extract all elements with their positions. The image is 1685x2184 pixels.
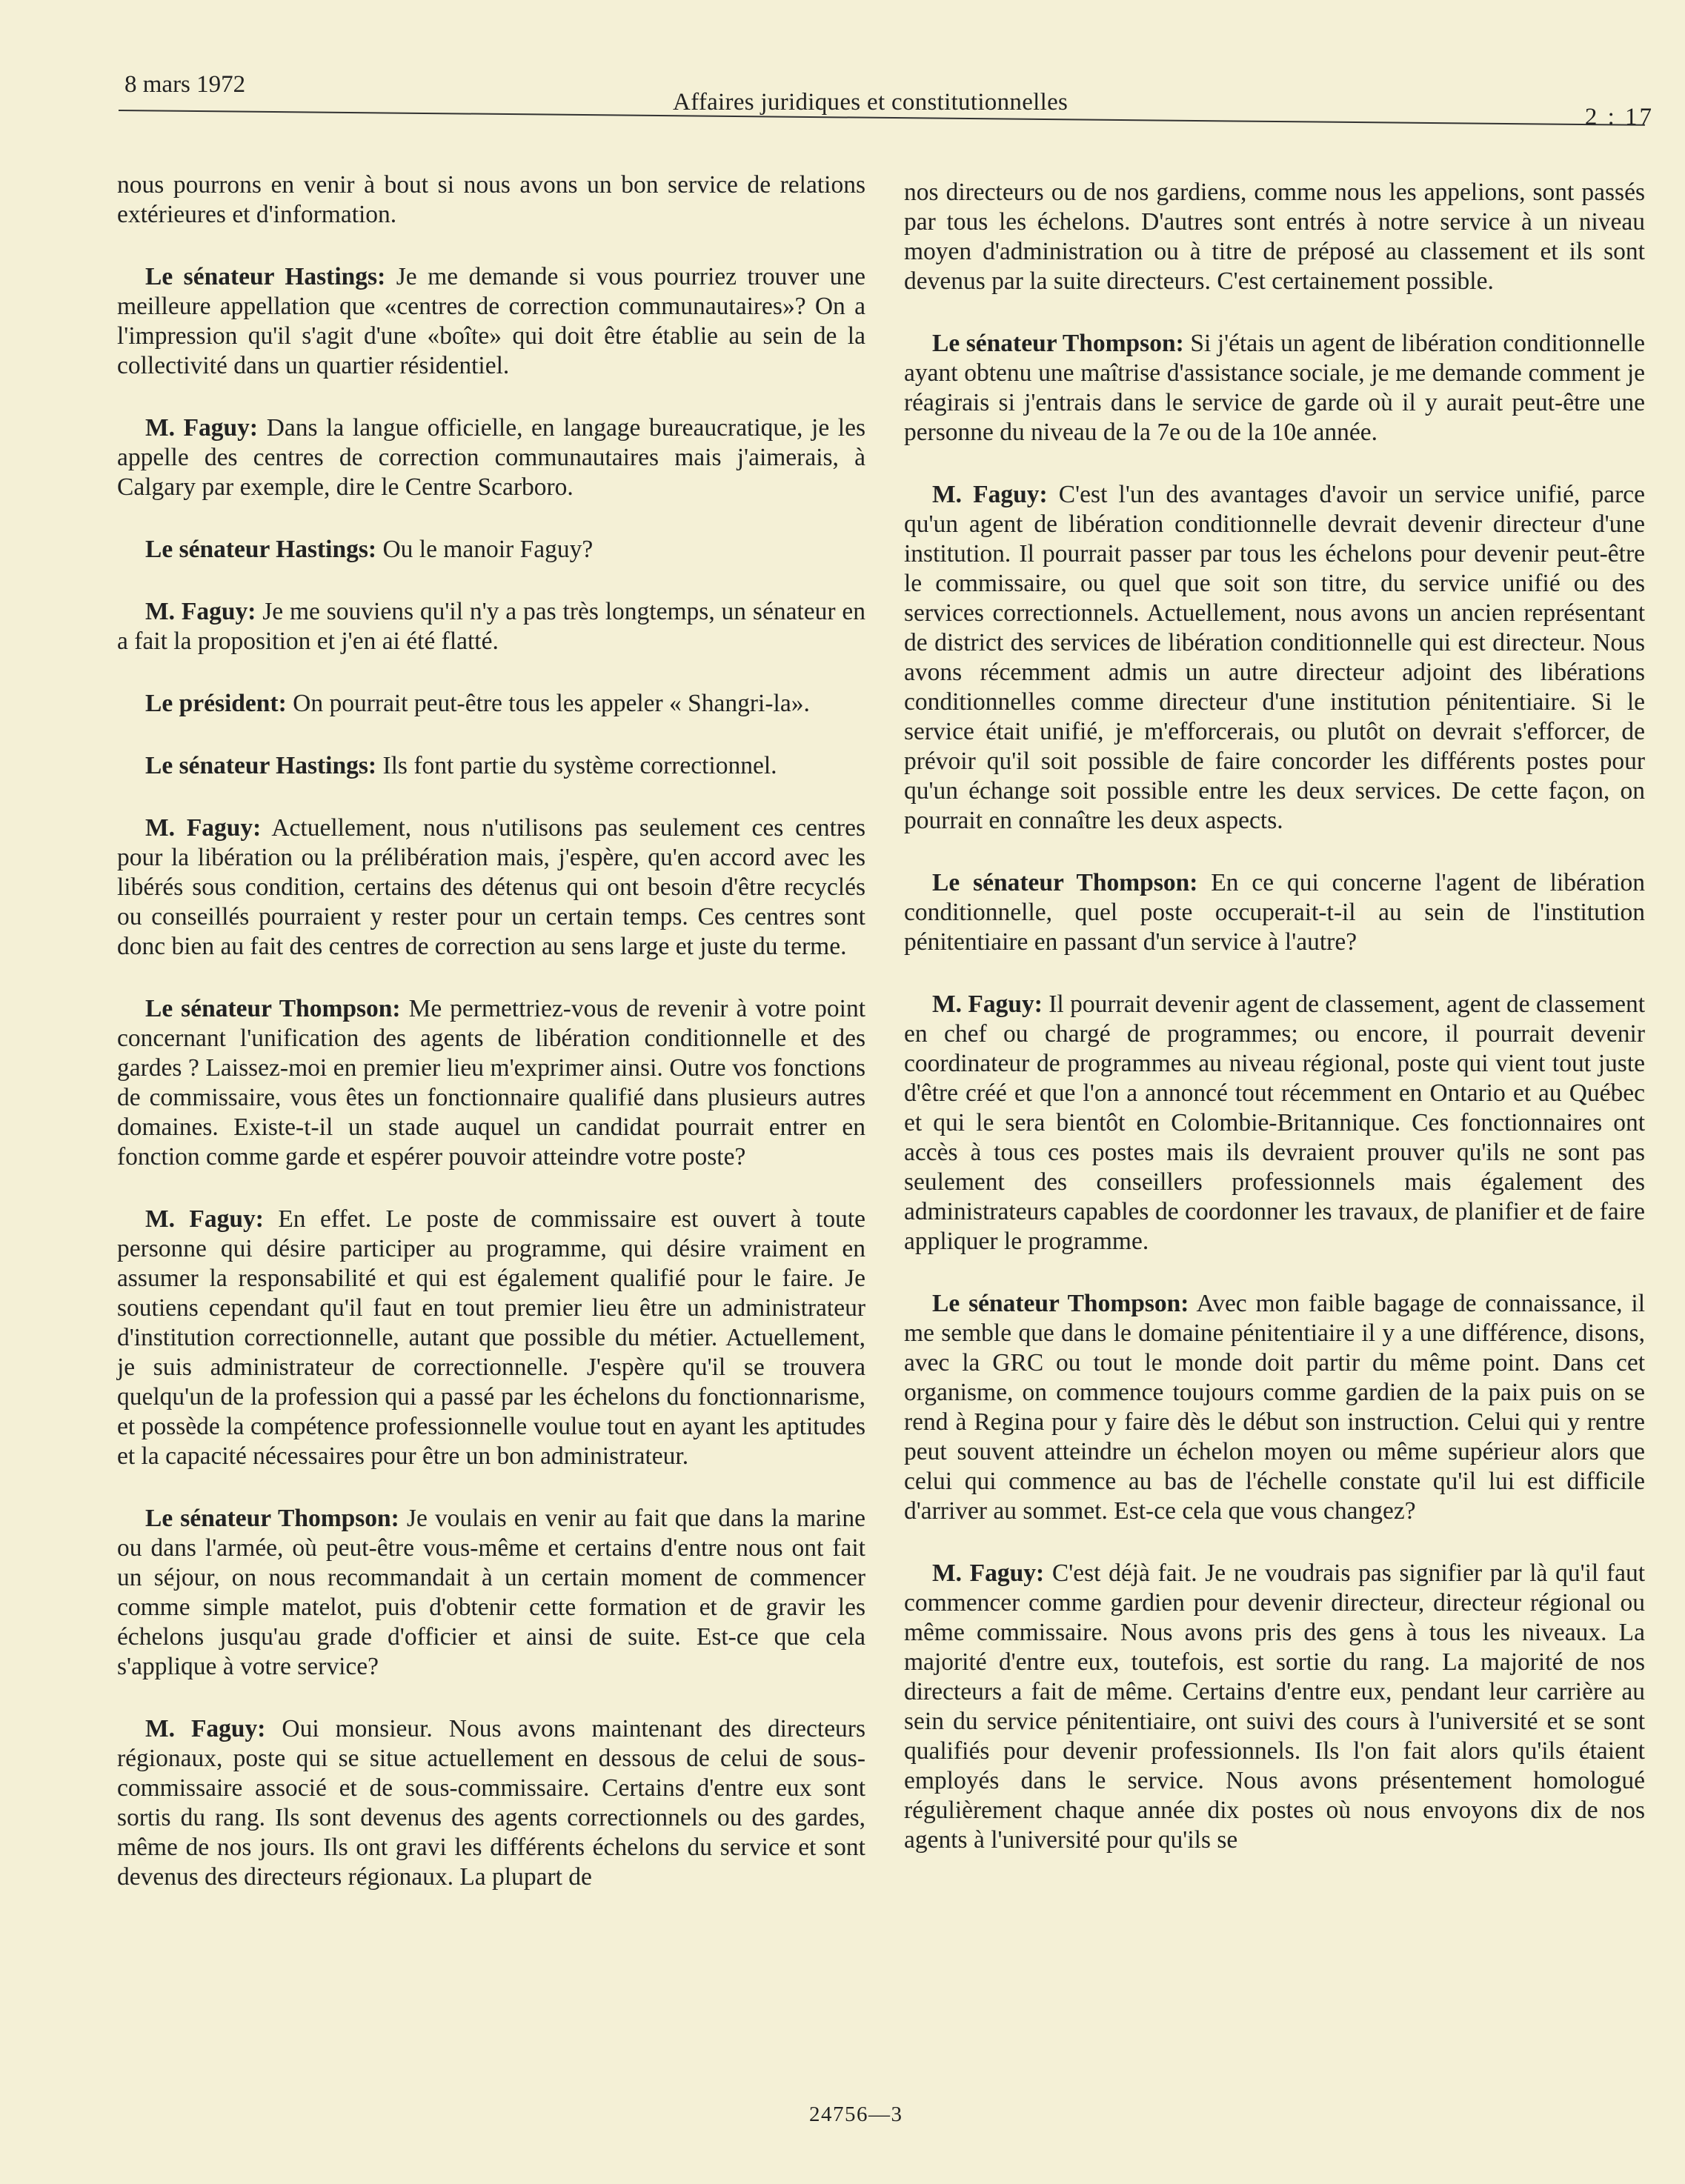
- paragraph: [117, 994, 865, 1172]
- paragraph-text: Ou le manoir Faguy?: [382, 536, 594, 563]
- speaker-name: Le sénateur Thompson:: [145, 995, 401, 1022]
- paragraph-text: Avec mon faible bagage de connaissance, il me semble que dans le domaine pénitentiaire il y a une différence, disons, avec la GRC ou tout le monde doit partir du même point. Dans cet organisme, on commence toujours comme gardien de la paix puis on se rend à Regina pour y faire dès le début son instruction. Celui qui y rentre peut souvent atteindre un échelon moyen ou même supérieur alors que celui qui commence au bas de l'échelle constate qu'il lui est difficile d'arriver au sommet. Est-ce cela que vous changez?: [904, 1290, 1646, 1525]
- header-title: Affaires juridiques et constitutionnelles: [673, 89, 1069, 116]
- paragraph-text: On pourrait peut-être tous les appeler « Shangri-la».: [293, 690, 810, 717]
- speaker-name: Le sénateur Hastings:: [145, 536, 377, 563]
- paragraph: [904, 178, 1645, 296]
- paragraph: [117, 535, 865, 565]
- speaker-name: M. Faguy:: [145, 1205, 264, 1233]
- paragraph: [904, 990, 1645, 1256]
- paragraph-text: Ils font partie du système correctionnel.: [382, 752, 777, 779]
- paragraph: [117, 813, 865, 962]
- speaker-name: M. Faguy:: [145, 1715, 266, 1742]
- paragraph-text: Dans la langue officielle, en langage bureaucratique, je les appelle des centres de correction communautaires mais j'aimerais, à Calgary par exemple, dire le Centre Scarboro.: [117, 414, 865, 501]
- speaker-name: Le sénateur Thompson:: [145, 1505, 399, 1532]
- paragraph-text: Il pourrait devenir agent de classement, agent de classement en chef ou chargé de programmes; ou encore, il pourrait devenir coordinateur de programmes au niveau régional, poste qui vient tout juste d'être créé et que l'on a annoncé tout récemment en Ontario et au Québec et qui le sera bientôt en Colombie-Britannique. Ces fonctionnaires ont accès à tous ces postes mais ils devraient prouver qu'ils ne sont pas seulement des conseillers professionnels mais également des administrateurs capables de coordonner les travaux, de planifier et de faire appliquer le programme.: [904, 991, 1645, 1255]
- paragraph-text: En ce qui concerne l'agent de libération conditionnelle, quel poste occuperait-t-il au sein de l'institution pénitentiaire en passant d'un service à l'autre?: [904, 869, 1645, 956]
- speaker-name: M. Faguy:: [932, 1559, 1045, 1587]
- speaker-name: Le sénateur Thompson:: [932, 1290, 1189, 1317]
- right-column: [904, 178, 1645, 1888]
- speaker-name: Le président:: [145, 690, 287, 717]
- paragraph-text: Si j'étais un agent de libération conditionnelle ayant obtenu une maîtrise d'assistance sociale, je me demande comment je réagirais si j'entrais dans le service de garde où il y aurait peut-être une personne du niveau de la 7e ou de la 10e année.: [904, 330, 1646, 446]
- paragraph-text: C'est déjà fait. Je ne voudrais pas signifier par là qu'il faut commencer comme gardien pour devenir directeur, directeur régional ou même commissaire. Nous avons pris des gens à tous les niveaux. La majorité d'entre eux, toutefois, est sortie du rang. La majorité de nos directeurs a fait de même. Certains d'entre eux, pendant leur carrière au sein du service pénitentiaire, ont suivi des cours à l'université et se sont qualifiés pour devenir professionnels. Ils l'on fait alors qu'ils étaient employés dans le service. Nous avons présentement homologué régulièrement chaque année dix postes où nous envoyons dix de nos agents à l'université pour qu'ils se: [904, 1559, 1645, 1854]
- paragraph-text: Oui monsieur. Nous avons maintenant des directeurs régionaux, poste qui se situe actuellement en dessous de celui de sous-commissaire associé et de sous-commissaire. Certains d'entre eux sont sortis du rang. Ils sont devenus des agents correctionnels ou des gardes, même de nos jours. Ils ont gravi les différents échelons du service et sont devenus des directeurs régionaux. La plupart de: [117, 1715, 866, 1891]
- paragraph: [117, 262, 865, 381]
- header-page-number: 2 : 17: [1584, 104, 1654, 130]
- paragraph: [117, 1205, 865, 1471]
- paragraph-text: Je me demande si vous pourriez trouver une meilleure appellation que «centres de correction communautaires»? On a l'impression qu'il s'agit d'une «boîte» qui doit être établie au sein de la collectivité dans un quartier résidentiel.: [117, 263, 866, 379]
- paragraph: [904, 480, 1645, 836]
- paragraph: [904, 329, 1645, 447]
- paragraph-text: Actuellement, nous n'utilisons pas seulement ces centres pour la libération ou la prélibération mais, j'espère, qu'en accord avec les libérés sous condition, certains des détenus qui ont besoin d'être recyclés ou conseillés pourraient y rester pour un certain temps. Ces centres sont donc bien au fait des centres de correction au sens large et juste du terme.: [117, 814, 865, 960]
- paragraph-text: Me permettriez-vous de revenir à votre point concernant l'unification des agents de libération conditionnelle et des gardes ? Laissez-moi en premier lieu m'exprimer ainsi. Outre vos fonctions de commissaire, vous êtes un fonctionnaire qualifié dans plusieurs autres domaines. Existe-t-il un stade auquel un candidat pourrait entrer en fonction comme garde et espérer pouvoir atteindre votre poste?: [117, 995, 866, 1171]
- paragraph: [904, 868, 1645, 957]
- speaker-name: M. Faguy:: [145, 814, 262, 842]
- paragraph: [904, 1289, 1645, 1526]
- paragraph: [117, 1714, 865, 1892]
- speaker-name: Le sénateur Thompson:: [932, 330, 1184, 357]
- paragraph: [904, 1559, 1645, 1855]
- speaker-name: Le sénateur Hastings:: [145, 263, 386, 290]
- paragraph-text: Je voulais en venir au fait que dans la marine ou dans l'armée, où peut-être vous-même et certains d'entre nous ont fait un séjour, on nous recommandait à un certain moment de commencer comme simple matelot, puis d'obtenir cette formation et de gravir les échelons jusqu'au grade d'officier et ainsi de suite. Est-ce que cela s'applique à votre service?: [117, 1505, 866, 1680]
- paragraph: [117, 170, 865, 230]
- speaker-name: M. Faguy:: [932, 481, 1048, 508]
- speaker-name: M. Faguy:: [145, 598, 256, 625]
- paragraph-text: C'est l'un des avantages d'avoir un service unifié, parce qu'un agent de libération conditionnelle devrait devenir directeur d'une institution. Il pourrait passer par tous les échelons pour devenir peut-être le commissaire, ou quel que soit son titre, du service unifié ou des services correctionnels. Actuellement, nous avons un ancien représentant de district des services de libération conditionnelle qui est directeur. Nous avons récemment admis un autre directeur adjoint des libérations conditionnelles comme directeur d'une institution pénitentiaire. Si le service était unifié, je m'efforcerais, ou plutôt on devrait s'efforcer, de prévoir qu'il soit possible de faire concorder les différents postes pour qu'un échange soit possible entre les deux services. De cette façon, on pourrait en connaître les deux aspects.: [904, 481, 1646, 834]
- paragraph-text: En effet. Le poste de commissaire est ouvert à toute personne qui désire participer au programme, qui désire vraiment en assumer la responsabilité et qui est également qualifié pour le faire. Je soutiens cependant qu'il faut en tout premier lieu être un administrateur d'institution correctionnelle, autant que possible du métier. Actuellement, je suis administrateur de correctionnelle. J'espère qu'il se trouvera quelqu'un de la profession qui a passé par les échelons du fonctionnarisme, et possède la compétence professionnelle voulue tout en ayant les aptitudes et la capacité nécessaires pour être un bon administrateur.: [117, 1205, 866, 1470]
- header-date: 8 mars 1972: [124, 71, 246, 98]
- page-header: [119, 61, 1660, 135]
- paragraph: [117, 751, 865, 781]
- speaker-name: M. Faguy:: [932, 991, 1043, 1018]
- paragraph: [117, 689, 865, 719]
- paragraph: [117, 597, 865, 656]
- paragraph: [117, 413, 865, 502]
- speaker-name: M. Faguy:: [145, 414, 259, 442]
- paragraph: [117, 1504, 865, 1682]
- left-column: [117, 170, 865, 1925]
- paragraph-text: Je me souviens qu'il n'y a pas très longtemps, un sénateur en a fait la proposition et j'en ai été flatté.: [117, 598, 865, 655]
- speaker-name: Le sénateur Hastings:: [145, 752, 377, 779]
- paragraph-text: nous pourrons en venir à bout si nous avons un bon service de relations extérieures et d'information.: [117, 171, 865, 228]
- speaker-name: Le sénateur Thompson:: [932, 869, 1198, 896]
- footer-signature: 24756—3: [809, 2103, 903, 2126]
- paragraph-text: nos directeurs ou de nos gardiens, comme nous les appelions, sont passés par tous les échelons. D'autres sont entrés à notre service à un niveau moyen d'administration ou à titre de préposé au classement et ils sont devenus par la suite directeurs. C'est certainement possible.: [904, 179, 1645, 295]
